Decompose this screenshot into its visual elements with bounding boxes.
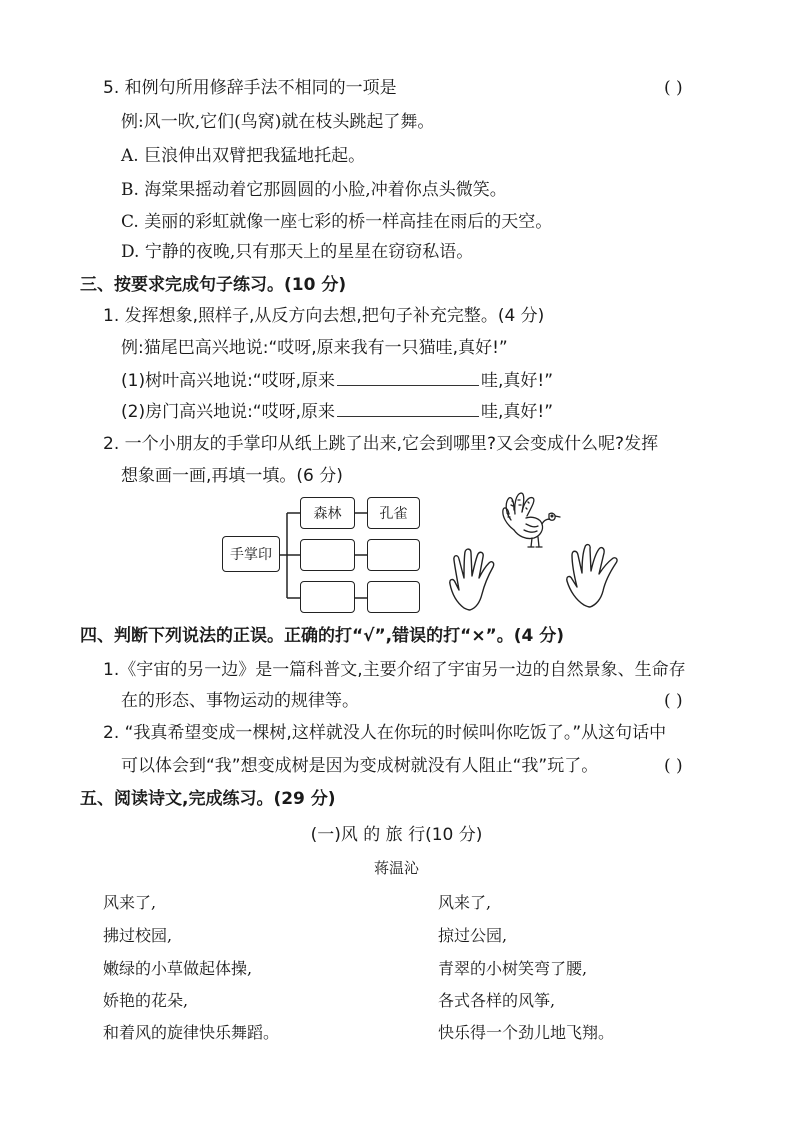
poem-right-line: 掠过公园, <box>438 926 508 945</box>
diagram-thing-1: 孔雀 <box>367 497 420 529</box>
s4-q1-line1: 1.《宇宙的另一边》是一篇科普文,主要介绍了宇宙另一边的自然景象、生命存 <box>103 660 686 680</box>
q5-stem: 5. 和例句所用修辞手法不相同的一项是 <box>103 78 397 98</box>
section-4-title: 四、判断下列说法的正误。正确的打“√”,错误的打“×”。(4 分) <box>80 626 565 646</box>
s4-q1-line2: 在的形态、事物运动的规律等。 <box>121 691 359 711</box>
s3-q1-item2-pre: (2)房门高兴地说:“哎呀,原来 <box>121 402 336 422</box>
q5-option-c: C. 美丽的彩虹就像一座七彩的桥一样高挂在雨后的天空。 <box>121 212 553 232</box>
poem-left-line: 娇艳的花朵, <box>103 991 189 1010</box>
poem-right-line: 各式各样的风筝, <box>438 991 556 1010</box>
poem-right-line: 风来了, <box>438 893 492 912</box>
poem-left-line: 拂过校园, <box>103 926 173 945</box>
s3-q2-stem-line2: 想象画一画,再填一填。(6 分) <box>121 466 343 486</box>
s4-q2-line2: 可以体会到“我”想变成树是因为变成树就没有人阻止“我”玩了。 <box>121 756 599 776</box>
s4-q2-answer-paren[interactable]: ( ) <box>664 756 683 776</box>
s4-q2-line1: 2. “我真希望变成一棵树,这样就没人在你玩的时候叫你吃饭了。”从这句话中 <box>103 723 667 743</box>
poem-left-line: 风来了, <box>103 893 157 912</box>
diagram-place-3-blank[interactable] <box>300 581 355 613</box>
q5-option-d: D. 宁静的夜晚,只有那天上的星星在窃窃私语。 <box>121 242 474 262</box>
s3-q1-item1-post: 哇,真好!” <box>481 371 554 391</box>
section-5-title: 五、阅读诗文,完成练习。(29 分) <box>80 789 336 809</box>
hand-outline-icon <box>562 543 638 609</box>
diagram-thing-3-blank[interactable] <box>367 581 420 613</box>
poem-author: 蒋温沁 <box>373 859 419 877</box>
diagram-thing-2-blank[interactable] <box>367 539 420 571</box>
s4-q1-answer-paren[interactable]: ( ) <box>664 691 683 711</box>
section-3-title: 三、按要求完成句子练习。(10 分) <box>80 275 347 295</box>
poem-right-line: 青翠的小树笑弯了腰, <box>438 959 588 978</box>
s3-q1-item1-pre: (1)树叶高兴地说:“哎呀,原来 <box>121 371 336 391</box>
diagram-place-2-blank[interactable] <box>300 539 355 571</box>
poem-title: (一)风 的 旅 行(10 分) <box>310 825 483 845</box>
s3-q2-stem-line1: 2. 一个小朋友的手掌印从纸上跳了出来,它会到哪里?又会变成什么呢?发挥 <box>103 434 659 454</box>
hand-outline-icon <box>446 548 512 612</box>
poem-left-line: 和着风的旋律快乐舞蹈。 <box>103 1023 280 1042</box>
handprint-peacock-icon <box>496 490 566 552</box>
poem-left-line: 嫩绿的小草做起体操, <box>103 959 253 978</box>
q5-example: 例:风一吹,它们(鸟窝)就在枝头跳起了舞。 <box>121 112 435 132</box>
s3-q1-stem: 1. 发挥想象,照样子,从反方向去想,把句子补充完整。(4 分) <box>103 306 545 326</box>
poem-right-line: 快乐得一个劲儿地飞翔。 <box>438 1023 615 1042</box>
s3-q1-example: 例:猫尾巴高兴地说:“哎呀,原来我有一只猫哇,真好!” <box>121 338 508 358</box>
q5-option-a: A. 巨浪伸出双臂把我猛地托起。 <box>121 146 366 166</box>
q5-option-b: B. 海棠果摇动着它那圆圆的小脸,冲着你点头微笑。 <box>121 180 507 200</box>
q5-answer-paren[interactable]: ( ) <box>664 78 683 98</box>
diagram-root: 手掌印 <box>222 536 280 572</box>
s3-q1-item2-post: 哇,真好!” <box>481 402 554 422</box>
diagram-place-1: 森林 <box>300 497 355 529</box>
